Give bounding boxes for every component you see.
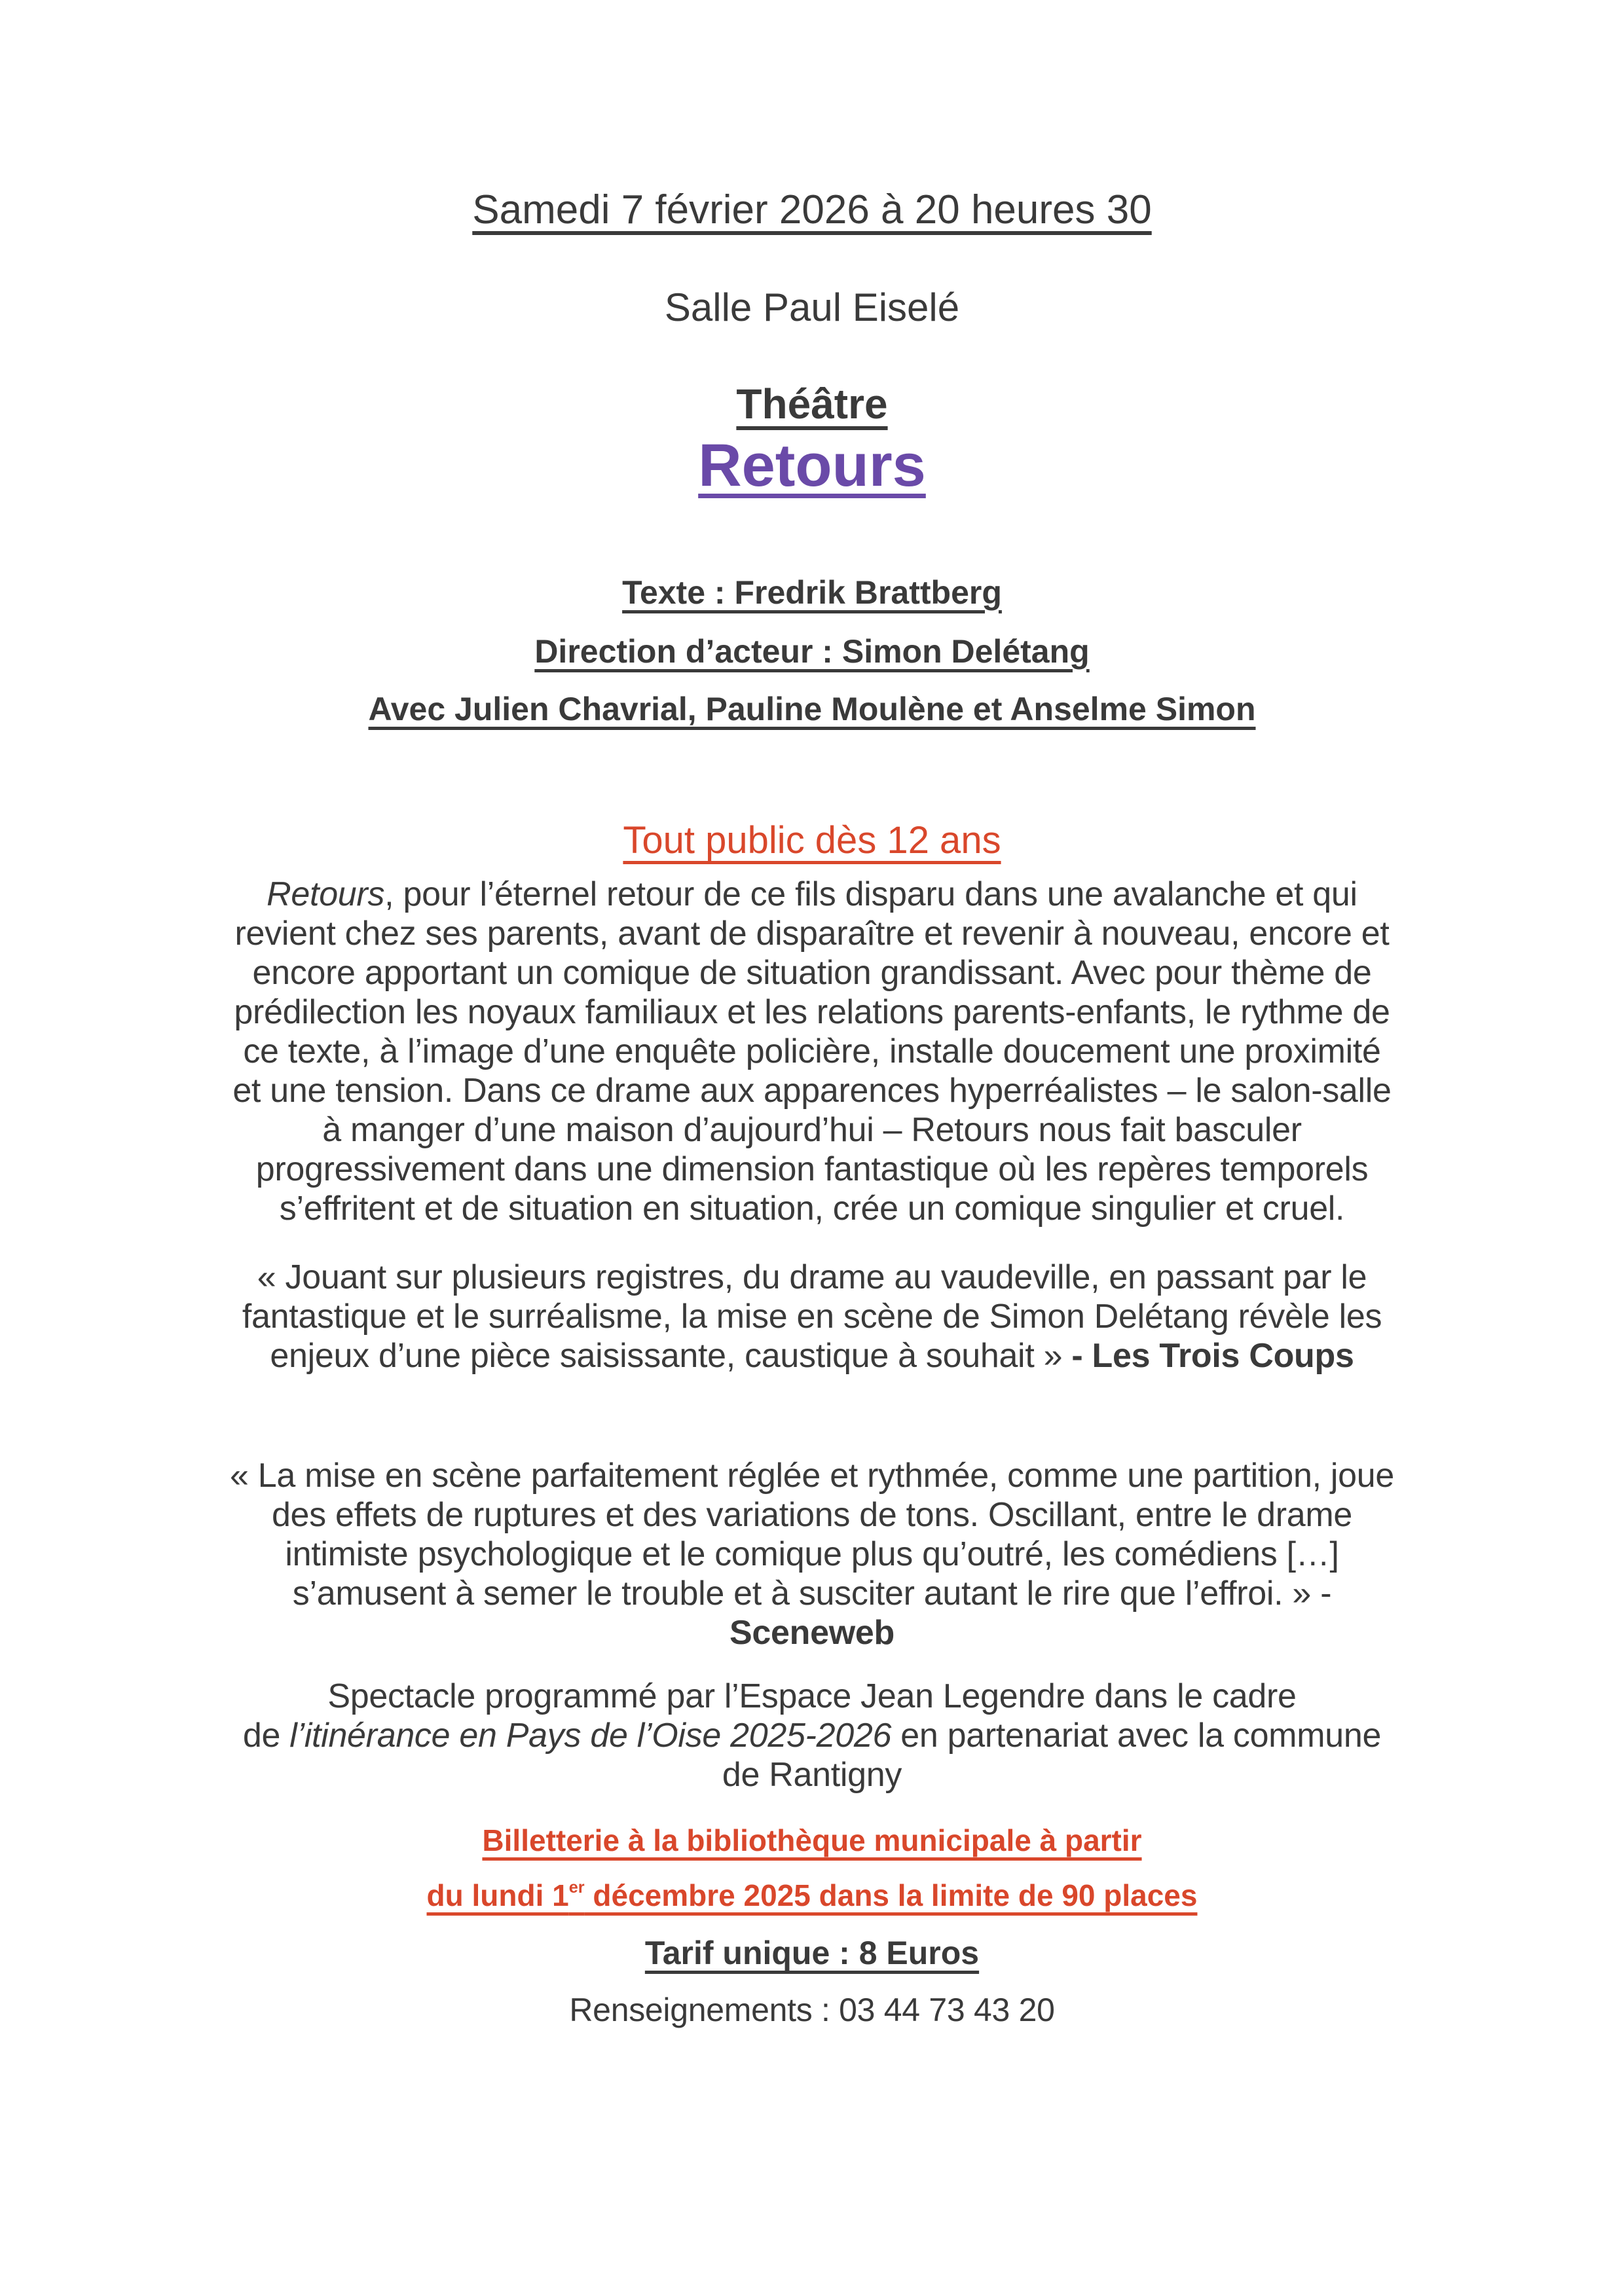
review-line-text: enjeux d’une pièce saisissante, caustique à souhait »: [270, 1337, 1072, 1375]
programming-prefix: de: [242, 1717, 290, 1755]
synopsis-line: revient chez ses parents, avant de disparaître et revenir à nouveau, encore et: [234, 915, 1390, 953]
event-venue: Salle Paul Eiselé: [664, 285, 960, 329]
synopsis-line: progressivement dans une dimension fantastique où les repères temporels: [255, 1150, 1369, 1188]
review-line: fantastique et le surréalisme, la mise en scène de Simon Delétang révèle les: [242, 1298, 1382, 1336]
synopsis-line: s’effritent et de situation en situation, crée un comique singulier et cruel.: [279, 1190, 1345, 1228]
review-line: intimiste psychologique et le comique plus qu’outré, les comédiens […]: [285, 1535, 1339, 1573]
event-date: Samedi 7 février 2026 à 20 heures 30: [472, 187, 1152, 232]
review-line: [0, 1339, 1624, 1373]
synopsis-line: et une tension. Dans ce drame aux apparences hyperréalistes – le salon-salle: [232, 1072, 1392, 1110]
programming-line: de Rantigny: [722, 1756, 902, 1794]
event-genre: Théâtre: [736, 380, 888, 428]
review-line: s’amusent à semer le trouble et à susciter autant le rire que l’effroi. » -: [292, 1575, 1332, 1613]
review-source: - Les Trois Coups: [1071, 1337, 1354, 1375]
event-title: Retours: [698, 432, 926, 499]
review-line: « Jouant sur plusieurs registres, du drame au vaudeville, en passant par le: [257, 1258, 1367, 1296]
credits-direction: Direction d’acteur : Simon Delétang: [534, 633, 1090, 670]
review-line: « La mise en scène parfaitement réglée et rythmée, comme une partition, joue: [230, 1457, 1394, 1495]
review-line: des effets de ruptures et des variations de tons. Oscillant, entre le drame: [271, 1496, 1353, 1534]
ticketing-ordinal: er: [568, 1878, 585, 1897]
synopsis-line: prédilection les noyaux familiaux et les relations parents-enfants, le rythme de: [234, 993, 1390, 1031]
programming-suffix: en partenariat avec la commune: [891, 1717, 1382, 1755]
ticketing-date-suffix: décembre 2025 dans la limite de 90 places: [584, 1878, 1198, 1912]
synopsis-line-text: , pour l’éternel retour de ce fils disparu dans une avalanche et qui: [384, 875, 1357, 913]
programming-line: [0, 1719, 1624, 1753]
ticketing-date-prefix: du lundi 1: [426, 1878, 569, 1912]
synopsis-line: [0, 877, 1624, 911]
contact-info: Renseignements : 03 44 73 43 20: [569, 1992, 1055, 2028]
synopsis-line: à manger d’une maison d’aujourd’hui – Retours nous fait basculer: [322, 1111, 1302, 1149]
credits-cast: Avec Julien Chavrial, Pauline Moulène et Anselme Simon: [368, 691, 1256, 727]
review-source: Sceneweb: [729, 1614, 895, 1652]
credits-text: Texte : Fredrik Brattberg: [622, 574, 1002, 611]
ticket-price: Tarif unique : 8 Euros: [644, 1935, 980, 1971]
ticketing-line: Billetterie à la bibliothèque municipale à partir: [482, 1823, 1142, 1857]
ticketing-line: [0, 1880, 1624, 1910]
synopsis-line: encore apportant un comique de situation grandissant. Avec pour thème de: [252, 954, 1372, 992]
synopsis-title-italic: Retours: [267, 875, 385, 913]
programming-itinerance: l’itinérance en Pays de l’Oise 2025-2026: [289, 1717, 892, 1755]
programming-line: Spectacle programmé par l’Espace Jean Legendre dans le cadre: [327, 1677, 1297, 1715]
synopsis-line: ce texte, à l’image d’une enquête policière, installe doucement une proximité: [243, 1032, 1381, 1070]
audience-label: Tout public dès 12 ans: [623, 819, 1001, 862]
